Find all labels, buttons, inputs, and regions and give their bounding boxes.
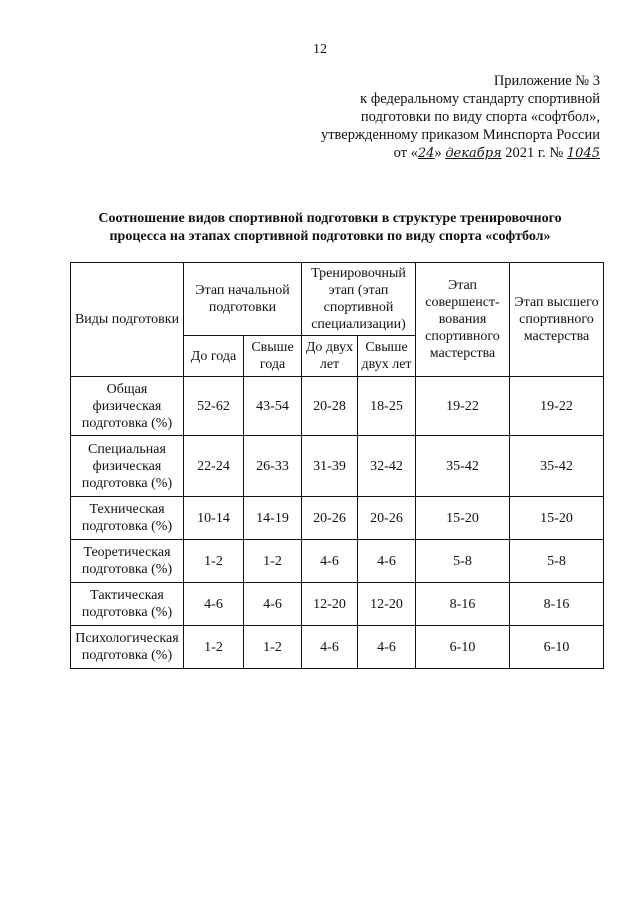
table-cell: 5-8 bbox=[416, 540, 510, 583]
row-kind: Специальная физическая подготовка (%) bbox=[71, 436, 184, 497]
row-kind: Тактическая подготовка (%) bbox=[71, 583, 184, 626]
table-cell: 12-20 bbox=[302, 583, 358, 626]
row-kind: Теоретическая подготовка (%) bbox=[71, 540, 184, 583]
table-cell: 1-2 bbox=[244, 540, 302, 583]
table-cell: 15-20 bbox=[510, 497, 604, 540]
table-cell: 31-39 bbox=[302, 436, 358, 497]
row-kind: Техническая подготовка (%) bbox=[71, 497, 184, 540]
row-kind: Психологическая подготовка (%) bbox=[71, 626, 184, 669]
table-row bbox=[71, 583, 604, 626]
appendix-line: к федеральному стандарту спортивной bbox=[360, 91, 600, 107]
table-cell: 5-8 bbox=[510, 540, 604, 583]
table-row bbox=[71, 540, 604, 583]
table-cell: 20-26 bbox=[358, 497, 416, 540]
document-title bbox=[60, 210, 600, 246]
table-cell: 6-10 bbox=[416, 626, 510, 669]
header-stage-initial: Этап начальной подготовки bbox=[184, 263, 302, 336]
header-stage-training: Тренировочный этап (этап спортивной специализации) bbox=[302, 263, 416, 336]
order-number: 1045 bbox=[566, 146, 600, 161]
table-cell: 1-2 bbox=[184, 626, 244, 669]
date-prefix: от « bbox=[393, 145, 418, 161]
table-cell: 35-42 bbox=[510, 436, 604, 497]
appendix-line: Приложение № 3 bbox=[493, 73, 600, 89]
table-cell: 22-24 bbox=[184, 436, 244, 497]
table-cell: 52-62 bbox=[184, 377, 244, 436]
date-month: декабря bbox=[445, 146, 502, 161]
table-cell: 4-6 bbox=[244, 583, 302, 626]
table-cell: 6-10 bbox=[510, 626, 604, 669]
header-over-year: Свыше года bbox=[244, 336, 302, 377]
table-row bbox=[71, 377, 604, 436]
header-kind: Виды подготовки bbox=[71, 263, 184, 377]
date-mid: » bbox=[434, 145, 446, 161]
table-cell: 32-42 bbox=[358, 436, 416, 497]
header-over-two-years: Свыше двух лет bbox=[358, 336, 416, 377]
page-number: 12 bbox=[313, 42, 327, 57]
header-stage-higher: Этап высшего спортивного мастерства bbox=[510, 263, 604, 377]
table-cell: 8-16 bbox=[416, 583, 510, 626]
table-cell: 43-54 bbox=[244, 377, 302, 436]
table-row bbox=[71, 436, 604, 497]
title-line: Соотношение видов спортивной подготовки в структуре тренировочного bbox=[98, 211, 562, 226]
appendix-header bbox=[300, 72, 600, 163]
header-up-to-year: До года bbox=[184, 336, 244, 377]
title-line: процесса на этапах спортивной подготовки по виду спорта «софтбол» bbox=[109, 229, 551, 244]
header-stage-improvement: Этап совершенст-вования спортивного мастерства bbox=[416, 263, 510, 377]
table-cell: 14-19 bbox=[244, 497, 302, 540]
table-row bbox=[71, 626, 604, 669]
table-cell: 35-42 bbox=[416, 436, 510, 497]
table-cell: 18-25 bbox=[358, 377, 416, 436]
table-cell: 4-6 bbox=[358, 540, 416, 583]
appendix-line: утвержденному приказом Минспорта России bbox=[320, 127, 600, 143]
training-ratio-table bbox=[70, 262, 604, 669]
table-cell: 10-14 bbox=[184, 497, 244, 540]
table-cell: 12-20 bbox=[358, 583, 416, 626]
header-up-to-two-years: До двух лет bbox=[302, 336, 358, 377]
table-cell: 4-6 bbox=[302, 626, 358, 669]
table-cell: 4-6 bbox=[184, 583, 244, 626]
table-cell: 8-16 bbox=[510, 583, 604, 626]
table-cell: 4-6 bbox=[302, 540, 358, 583]
table-cell: 20-28 bbox=[302, 377, 358, 436]
table-cell: 19-22 bbox=[416, 377, 510, 436]
row-kind: Общая физическая подготовка (%) bbox=[71, 377, 184, 436]
table-cell: 1-2 bbox=[244, 626, 302, 669]
order-date-line bbox=[300, 144, 600, 163]
table-cell: 15-20 bbox=[416, 497, 510, 540]
table-cell: 19-22 bbox=[510, 377, 604, 436]
table-cell: 4-6 bbox=[358, 626, 416, 669]
table-cell: 26-33 bbox=[244, 436, 302, 497]
table-row bbox=[71, 497, 604, 540]
table-cell: 1-2 bbox=[184, 540, 244, 583]
appendix-line: подготовки по виду спорта «софтбол», bbox=[360, 109, 600, 125]
date-day: 24 bbox=[417, 146, 435, 161]
table-cell: 20-26 bbox=[302, 497, 358, 540]
date-year: 2021 г. № bbox=[501, 145, 567, 161]
